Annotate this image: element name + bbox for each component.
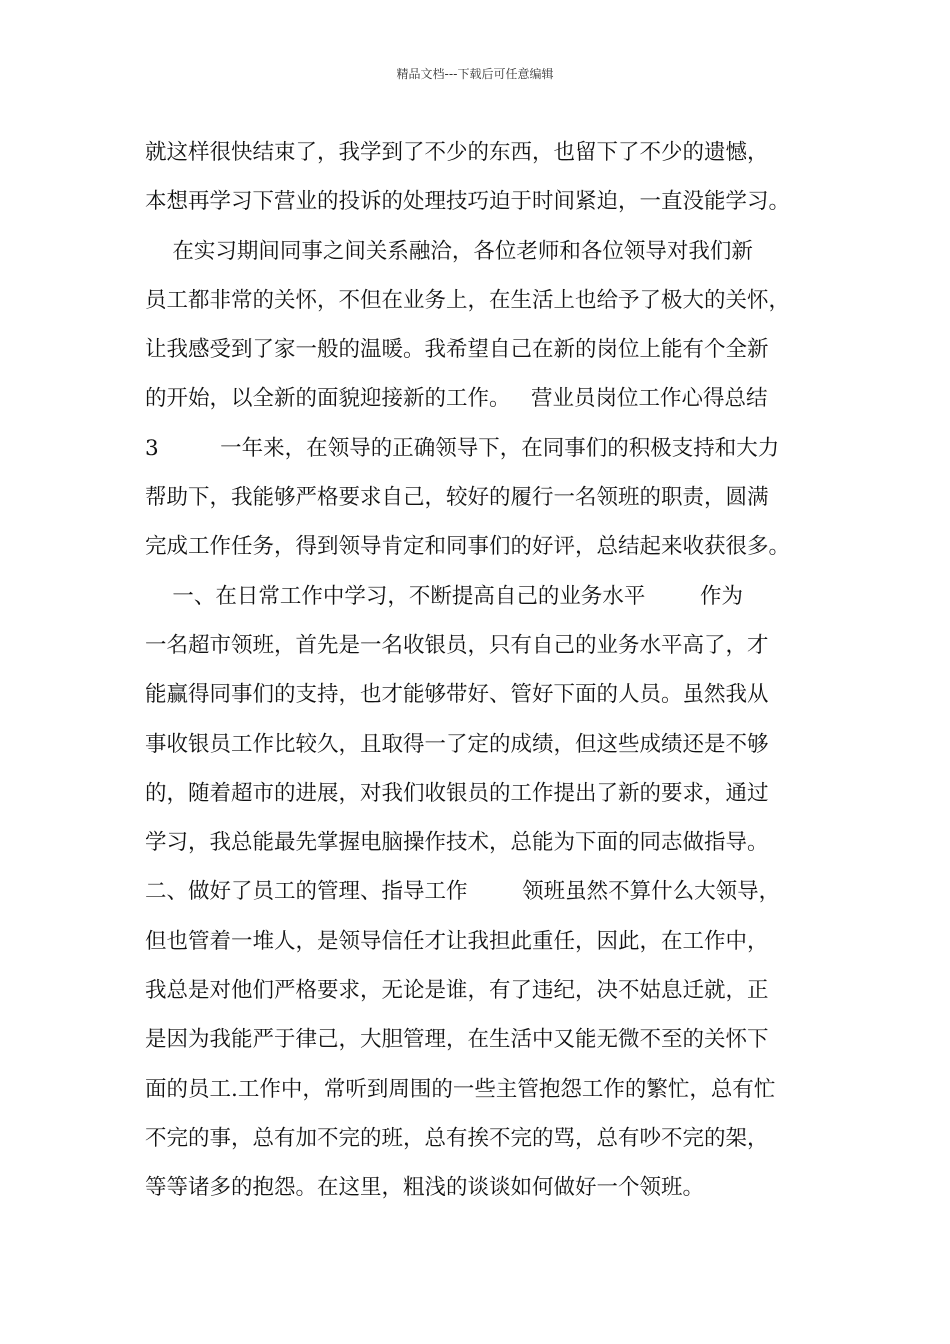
text-line: 是因为我能严于律己，大胆管理，在生活中又能无微不至的关怀下 bbox=[145, 1027, 769, 1053]
text-line: 能赢得同事们的支持，也才能够带好、管好下面的人员。虽然我从 bbox=[145, 682, 769, 708]
text-line: 面的员工.工作中，常听到周围的一些主管抱怨工作的繁忙，总有忙 bbox=[145, 1076, 776, 1102]
text-line: 员工都非常的关怀，不但在业务上，在生活上也给予了极大的关怀， bbox=[145, 287, 791, 313]
body-text bbox=[145, 128, 845, 1213]
text-line: 一名超市领班，首先是一名收银员，只有自己的业务水平高了，才 bbox=[145, 632, 769, 658]
text-line: 完成工作任务，得到领导肯定和同事们的好评，总结起来收获很多。 bbox=[145, 534, 791, 560]
text-line: 就这样很快结束了，我学到了不少的东西，也留下了不少的遗憾， bbox=[145, 140, 769, 165]
text-line: 一、在日常工作中学习，不断提高自己的业务水平 作为 bbox=[145, 583, 744, 609]
text-line: 二、做好了员工的管理、指导工作 领班虽然不算什么大领导， bbox=[145, 879, 781, 905]
text-line: 我总是对他们严格要求，无论是谁，有了违纪，决不姑息迁就，正 bbox=[145, 978, 769, 1004]
text-line: 在实习期间同事之间关系融洽，各位老师和各位领导对我们新 bbox=[145, 238, 753, 264]
text-line: 但也管着一堆人，是领导信任才让我担此重任，因此，在工作中， bbox=[145, 928, 769, 954]
text-line: 3 一年来，在领导的正确领导下，在同事们的积极支持和大力 bbox=[145, 435, 780, 461]
text-line: 的开始，以全新的面貌迎接新的工作。 营业员岗位工作心得总结 bbox=[145, 386, 768, 412]
text-line: 本想再学习下营业的投诉的处理技巧迫于时间紧迫，一直没能学习。 bbox=[145, 189, 791, 215]
page-header: 精品文档---下载后可任意编辑 bbox=[396, 67, 554, 81]
text-line: 帮助下，我能够严格要求自己，较好的履行一名领班的职责，圆满 bbox=[145, 485, 769, 511]
text-line: 等等诸多的抱怨。在这里，粗浅的谈谈如何做好一个领班。 bbox=[145, 1175, 705, 1201]
text-line: 学习，我总能最先掌握电脑操作技术，总能为下面的同志做指导。 bbox=[145, 830, 769, 856]
text-line: 让我感受到了家一般的温暖。我希望自己在新的岗位上能有个全新 bbox=[145, 337, 769, 363]
text-line: 事收银员工作比较久，且取得一了定的成绩，但这些成绩还是不够 bbox=[145, 731, 769, 757]
text-line: 的，随着超市的进展，对我们收银员的工作提出了新的要求，通过 bbox=[145, 780, 769, 806]
text-line: 不完的事，总有加不完的班，总有挨不完的骂，总有吵不完的架， bbox=[145, 1125, 769, 1151]
